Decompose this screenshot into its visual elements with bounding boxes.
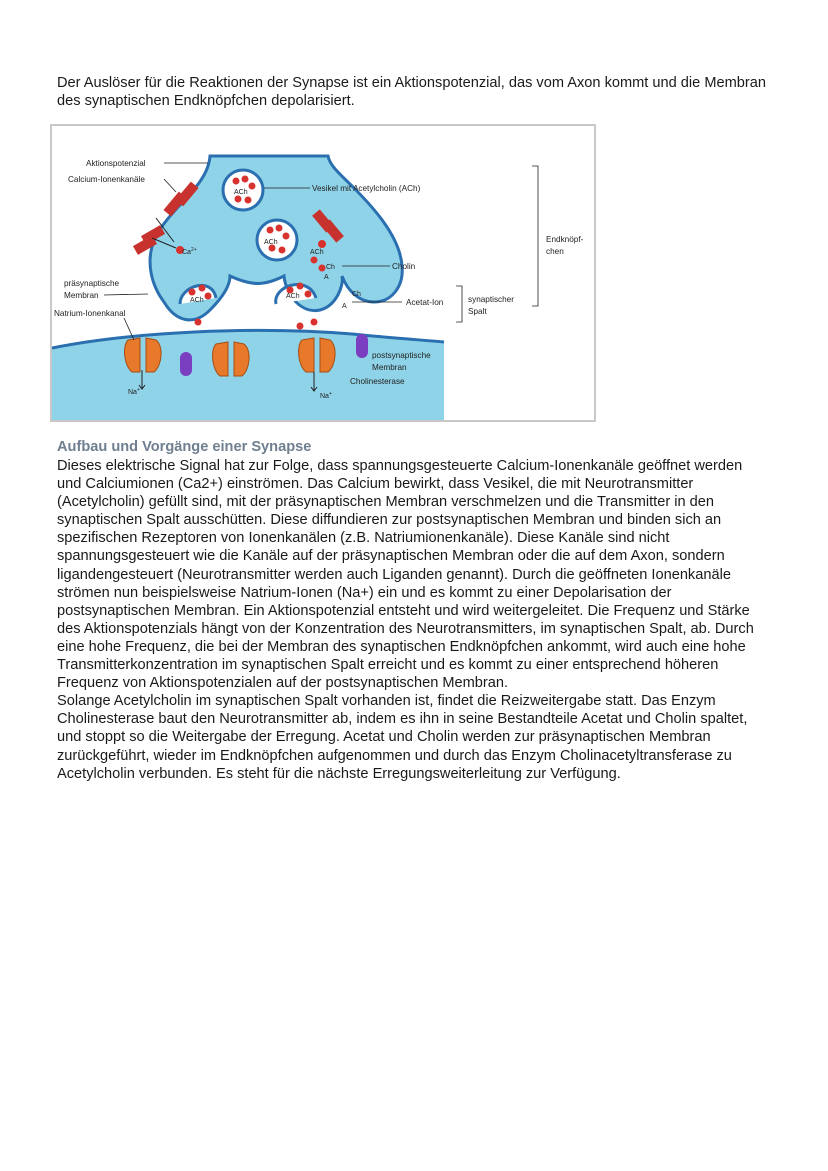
- vesicle-2: [257, 220, 297, 260]
- ch-label-1: Ch: [326, 264, 335, 271]
- svg-text:Spalt: Spalt: [468, 307, 487, 316]
- cholin-molecule-2: [319, 265, 326, 272]
- label-aktionspotenzial: [86, 159, 208, 168]
- figure-caption-heading: Aufbau und Vorgänge einer Synapse: [57, 439, 312, 455]
- svg-text:präsynaptische: präsynaptische: [64, 279, 120, 288]
- ach-cleft-1: [195, 319, 202, 326]
- ach-cleft-2: [297, 323, 304, 330]
- svg-text:Acetat-Ion: Acetat-Ion: [406, 298, 444, 307]
- postsynaptic-cytoplasm: [52, 330, 444, 420]
- label-calcium-kanaele: [68, 175, 176, 192]
- vesicle-2-ach-label: ACh: [264, 239, 278, 246]
- na-label-1: Na+: [128, 387, 140, 396]
- svg-text:Natrium-Ionenkanal: Natrium-Ionenkanal: [54, 309, 126, 318]
- svg-text:synaptischer: synaptischer: [468, 295, 514, 304]
- synapse-diagram: [50, 124, 596, 422]
- ach-molecule: [318, 240, 326, 248]
- vesicle-4-ach-label: ACh: [286, 293, 300, 300]
- svg-text:postsynaptische: postsynaptische: [372, 351, 431, 360]
- ch-label-2: Ch: [352, 291, 361, 298]
- a-label-2: A: [342, 303, 347, 310]
- receptor-2: [356, 334, 368, 358]
- vesicle-1: [223, 170, 263, 210]
- body-text: [57, 457, 769, 783]
- cholin-molecule-1: [311, 257, 318, 264]
- intro-block: [57, 74, 767, 111]
- label-praesynaptische-membran: [64, 279, 148, 300]
- synapse-svg: [52, 126, 594, 420]
- paragraph-2: Solange Acetylcholin im synaptischen Spalt vorhanden ist, findet die Reizweitergabe statt. Das Enzym Cholinesterase baut den Neurotransmitter ab, indem es ihn in seine Bestandteile Acetat und Cholin spaltet, und stoppt so die Weitergabe der Erregung. Acetat und Cholin werden zur präsynaptischen Membran zurückgeführt, wieder im Endknöpfchen aufgenommen und durch das Enzym Cholinacetyltransferase zu Acetylcholin verbunden. Es steht für die nächste Erregungsweiterleitung zur Verfügung.: [57, 693, 748, 782]
- receptor-1: [180, 352, 192, 376]
- ach-free-label: ACh: [310, 249, 324, 256]
- svg-text:Vesikel mit Acetylcholin (ACh): Vesikel mit Acetylcholin (ACh): [312, 184, 421, 193]
- svg-text:Cholinesterase: Cholinesterase: [350, 377, 405, 386]
- intro-text: Der Auslöser für die Reaktionen der Synapse ist ein Aktionspotenzial, das vom Axon kommt und die Membran des synaptischen Endknöpfchen depolarisiert.: [57, 75, 766, 110]
- svg-text:Membran: Membran: [64, 291, 99, 300]
- label-endknoepfchen: [532, 166, 584, 306]
- label-natrium-kanal: [54, 309, 134, 340]
- paragraph-1: Dieses elektrische Signal hat zur Folge, dass spannungsgesteuerte Calcium-Ionenkanäle geöffnet werden und Calciumionen (Ca2+) einströmen. Das Calcium bewirkt, dass Vesikel, die mit Neurotransmitter (Acetylcholin) gefüllt sind, mit der präsynaptischen Membran verschmelzen und die Transmitter in den synaptischen Spalt ausschütten. Diese diffundieren zur postsynaptischen Membran und binden sich an spezifischen Rezeptoren von Ionenkanälen (z.B. Natriumionenkanäle). Diese Kanäle sind nicht spannungsgesteuert wie die Kanäle auf der präsynaptischen Membran oder die auf dem Axon, sondern ligandengesteuert (Neurotransmitter werden auch Liganden genannt). Durch die geöffneten Ionenkanäle strömen nun beispielsweise Natrium-Ionen (Na+) ein und es kommt zu einer Depolarisation der postsynaptischen Membran. Ein Aktionspotenzial entsteht und wird weitergeleitet. Die Frequenz und Stärke des Aktionspotenzials hängt von der Konzentration des Neurotransmitters, im synaptischen Spalt, ab. Durch eine hohe Frequenz, die bei der Membran des synaptischen Endknöpfchen ankommt, wird auch eine hohe Transmitterkonzentration im synaptischen Spalt erreicht und es kommt zu einer entsprechend höheren Frequenz von Aktionspotenzialen auf der postsynaptischen Membran.: [57, 458, 754, 692]
- na-label-2: Na+: [320, 391, 332, 400]
- label-cholinesterase: [350, 377, 405, 386]
- ca-label: $Ca^{2+}$: [182, 247, 197, 256]
- svg-text:Cholin: Cholin: [392, 262, 416, 271]
- svg-text:Membran: Membran: [372, 363, 407, 372]
- label-synaptischer-spalt: [456, 286, 514, 322]
- a-label-1: A: [324, 274, 329, 281]
- svg-text:chen: chen: [546, 247, 564, 256]
- vesicle-1-ach-label: ACh: [234, 189, 248, 196]
- ach-cleft-3: [311, 319, 318, 326]
- svg-text:Calcium-Ionenkanäle: Calcium-Ionenkanäle: [68, 175, 145, 184]
- svg-text:Endknöpf-: Endknöpf-: [546, 235, 584, 244]
- vesicle-3-ach-label: ACh: [190, 297, 204, 304]
- svg-text:Aktionspotenzial: Aktionspotenzial: [86, 159, 146, 168]
